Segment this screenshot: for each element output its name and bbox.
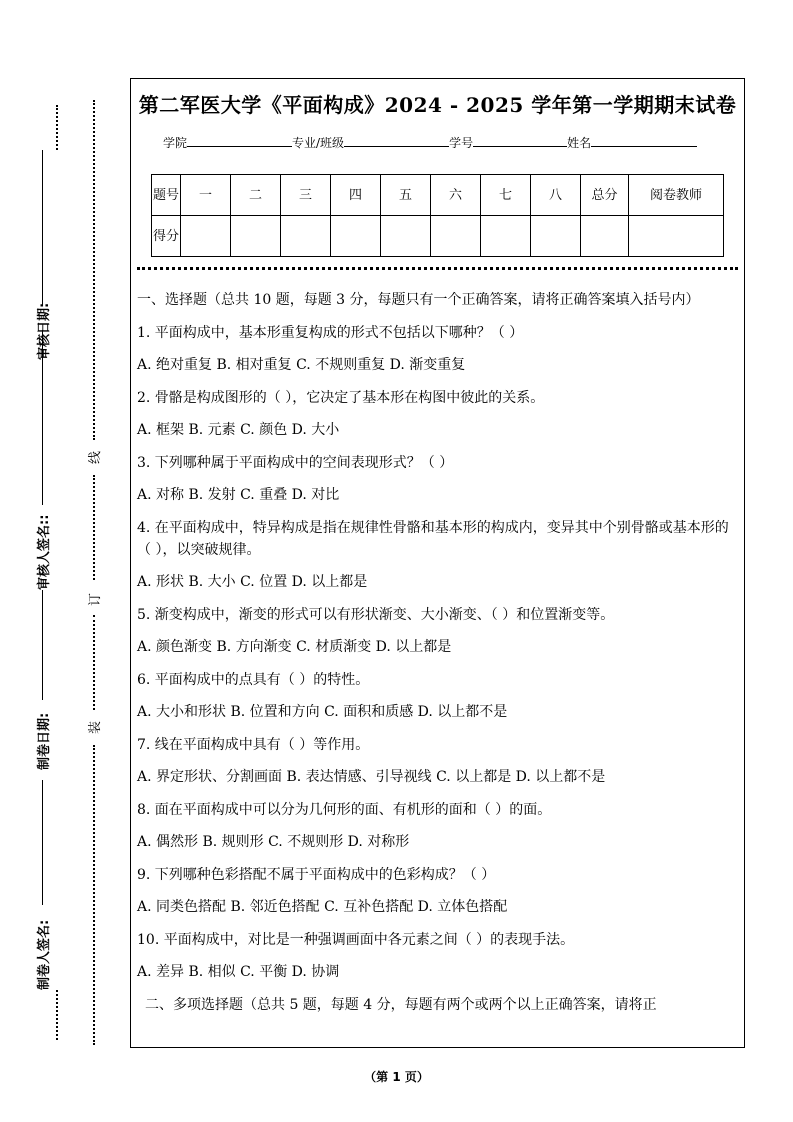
col-header: 七 xyxy=(481,175,531,216)
name-label: 姓名 xyxy=(567,136,592,150)
reviewer-date-line xyxy=(42,150,43,305)
binding-dotted-line-2 xyxy=(93,475,95,580)
col-header: 八 xyxy=(531,175,581,216)
question-3-options: A. 对称 B. 发射 C. 重叠 D. 对比 xyxy=(137,487,340,503)
binding-dotted-line-3 xyxy=(93,615,95,710)
row-label-question: 题号 xyxy=(152,175,181,216)
exam-frame xyxy=(130,78,745,1048)
college-label: 学院 xyxy=(163,136,188,150)
zhuang-mark: 装 xyxy=(88,720,104,735)
student-id-label: 学号 xyxy=(449,136,474,150)
question-10-options: A. 差异 B. 相似 C. 平衡 D. 协调 xyxy=(137,964,340,980)
question-5-options: A. 颜色渐变 B. 方向渐变 C. 材质渐变 D. 以上都是 xyxy=(137,639,452,655)
maker-sign-label: 制卷人签名: xyxy=(37,919,52,990)
outer-dotted-line-bottom xyxy=(56,990,58,1040)
score-cell[interactable] xyxy=(281,216,331,257)
score-cell[interactable] xyxy=(431,216,481,257)
question-7-options: A. 界定形状、分割画面 B. 表达情感、引导视线 C. 以上都是 D. 以上都不是 xyxy=(137,769,606,785)
score-cell[interactable] xyxy=(331,216,381,257)
outer-dotted-line-top xyxy=(56,105,58,150)
maker-date-label: 制卷日期: xyxy=(37,712,52,770)
score-cell[interactable] xyxy=(381,216,431,257)
maker-date-line xyxy=(42,590,43,700)
score-table xyxy=(151,174,724,257)
col-header: 六 xyxy=(431,175,481,216)
col-header: 三 xyxy=(281,175,331,216)
maker-sign-line xyxy=(42,780,43,905)
section1-heading: 一、选择题（总共 10 题，每题 3 分，每题只有一个正确答案，请将正确答案填入括号内） xyxy=(137,292,700,308)
col-header: 一 xyxy=(181,175,231,216)
major-field[interactable] xyxy=(344,134,449,147)
col-header: 二 xyxy=(231,175,281,216)
exam-content xyxy=(137,289,738,1026)
col-header: 四 xyxy=(331,175,381,216)
total-score-cell[interactable] xyxy=(581,216,629,257)
score-cell[interactable] xyxy=(531,216,581,257)
question-2-options: A. 框架 B. 元素 C. 颜色 D. 大小 xyxy=(137,422,340,438)
question-8: 8. 面在平面构成中可以分为几何形的面、有机形的面和（ ）的面。 xyxy=(137,801,552,818)
question-4-options: A. 形状 B. 大小 C. 位置 D. 以上都是 xyxy=(137,574,368,590)
college-field[interactable] xyxy=(187,134,292,147)
line-mark: 线 xyxy=(88,450,104,465)
score-cell[interactable] xyxy=(181,216,231,257)
ding-mark: 订 xyxy=(88,592,104,607)
question-5: 5. 渐变构成中，渐变的形式可以有形状渐变、大小渐变、（ ）和位置渐变等。 xyxy=(137,606,615,623)
question-4: 4. 在平面构成中，特异构成是指在规律性骨骼和基本形的构成内，变异其中个别骨骼或基本形的（ ），以突破规律。 xyxy=(137,519,729,558)
question-1: 1. 平面构成中，基本形重复构成的形式不包括以下哪种？（ ） xyxy=(137,324,524,341)
question-9: 9. 下列哪种色彩搭配不属于平面构成中的色彩构成？（ ） xyxy=(137,866,496,883)
col-header-total: 总分 xyxy=(581,175,629,216)
question-6: 6. 平面构成中的点具有（ ）的特性。 xyxy=(137,671,370,688)
student-id-field[interactable] xyxy=(473,134,567,147)
reviewer-sign-label: 审核人签名:: xyxy=(37,514,52,590)
question-number-row xyxy=(152,175,724,216)
question-6-options: A. 大小和形状 B. 位置和方向 C. 面积和质感 D. 以上都不是 xyxy=(137,704,508,720)
score-cell[interactable] xyxy=(481,216,531,257)
binding-dotted-line-4 xyxy=(93,745,95,1045)
dotted-separator xyxy=(137,267,738,270)
binding-dotted-line-1 xyxy=(93,100,95,440)
reviewer-date-label: 审核日期: xyxy=(37,302,52,360)
exam-title: 第二军医大学《平面构成》2024 - 2025 学年第一学期期末试卷 xyxy=(138,93,737,117)
page-number: （第 1 页） xyxy=(364,1070,429,1084)
col-header-grader: 阅卷教师 xyxy=(629,175,724,216)
question-2: 2. 骨骼是构成图形的（ ），它决定了基本形在构图中彼此的关系。 xyxy=(137,389,545,406)
name-field[interactable] xyxy=(591,134,697,147)
question-3: 3. 下列哪种属于平面构成中的空间表现形式？（ ） xyxy=(137,454,454,471)
score-cell[interactable] xyxy=(231,216,281,257)
score-row xyxy=(152,216,724,257)
binding-margin xyxy=(0,0,130,1122)
row-label-score: 得分 xyxy=(152,216,181,257)
student-info-row xyxy=(163,134,697,151)
question-8-options: A. 偶然形 B. 规则形 C. 不规则形 D. 对称形 xyxy=(137,834,410,850)
question-1-options: A. 绝对重复 B. 相对重复 C. 不规则重复 D. 渐变重复 xyxy=(137,357,466,373)
major-label: 专业/班级 xyxy=(292,136,345,150)
grader-cell[interactable] xyxy=(629,216,724,257)
question-7: 7. 线在平面构成中具有（ ）等作用。 xyxy=(137,736,370,753)
question-10: 10. 平面构成中，对比是一种强调画面中各元素之间（ ）的表现手法。 xyxy=(137,931,575,948)
section2-heading: 二、多项选择题（总共 5 题，每题 4 分，每题有两个或两个以上正确答案，请将正 xyxy=(145,996,657,1013)
question-9-options: A. 同类色搭配 B. 邻近色搭配 C. 互补色搭配 D. 立体色搭配 xyxy=(137,899,508,915)
col-header: 五 xyxy=(381,175,431,216)
